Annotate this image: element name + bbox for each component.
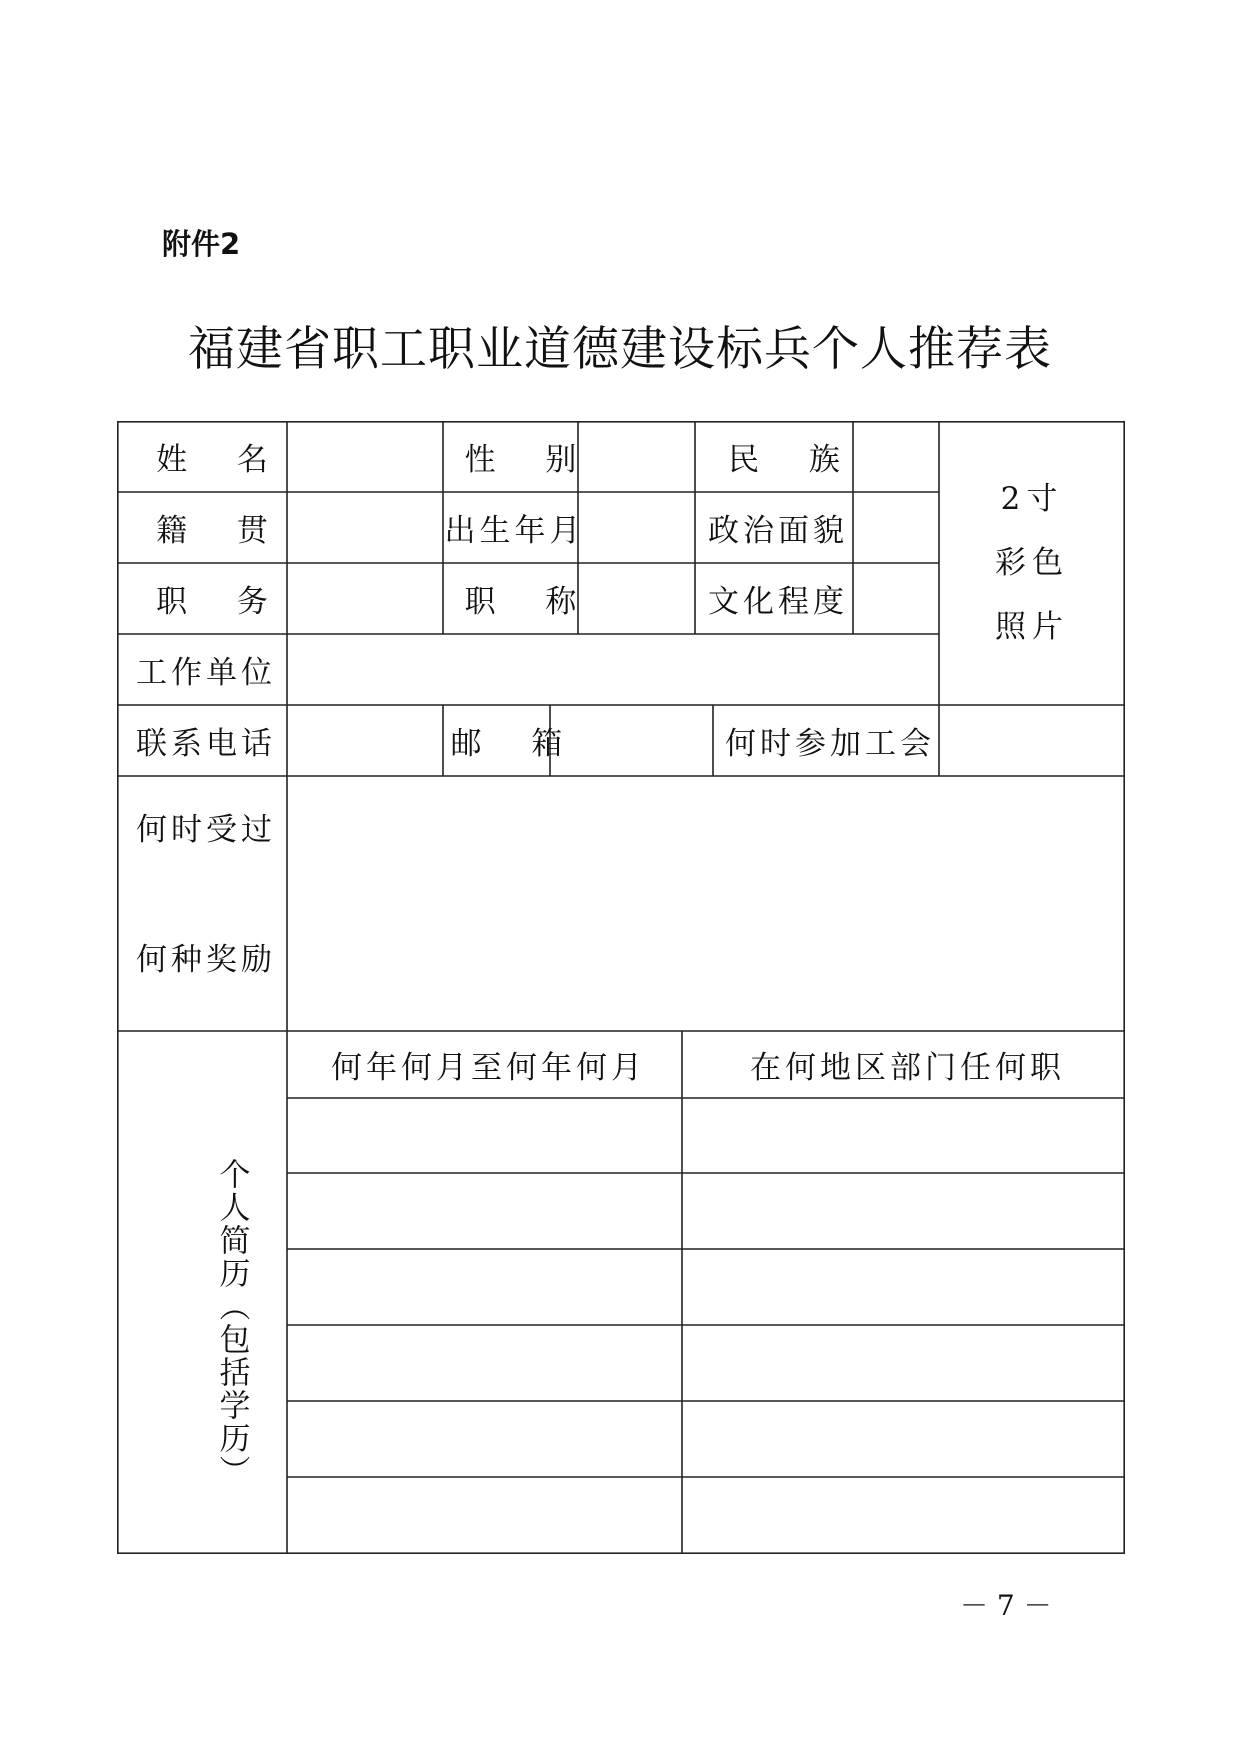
photo-placeholder xyxy=(939,421,1125,705)
resume-col-position: 在何地区部门任何职 xyxy=(750,1050,1065,1086)
resume-period-cell[interactable] xyxy=(287,1477,682,1554)
photo-label-text: 照片 xyxy=(995,609,1069,645)
education-level-field[interactable] xyxy=(853,563,939,634)
union-join-date-field[interactable] xyxy=(939,705,1125,776)
political-status-field[interactable] xyxy=(853,492,939,563)
awards-label-line2: 何种奖励 xyxy=(136,941,276,978)
resume-position-cell[interactable] xyxy=(682,1477,1125,1554)
photo-size-text: 2寸 xyxy=(1000,481,1064,517)
resume-side-label-cell xyxy=(117,1031,287,1554)
native-place-label: 籍 贯 xyxy=(156,513,288,549)
phone-label: 联系电话 xyxy=(136,726,276,762)
resume-position-cell[interactable] xyxy=(682,1098,1125,1173)
resume-side-label: 个人简历（包括学历） xyxy=(213,1157,250,1488)
attachment-label: 附件2 xyxy=(162,227,241,261)
name-field[interactable] xyxy=(287,421,443,492)
position-label: 职 务 xyxy=(156,584,288,620)
gender-label: 性 别 xyxy=(464,442,597,478)
recommendation-form-table xyxy=(117,421,1125,1554)
form-title: 福建省职工职业道德建设标兵个人推荐表 xyxy=(188,322,1052,377)
resume-col-period: 何年何月至何年何月 xyxy=(331,1050,646,1086)
ethnicity-field[interactable] xyxy=(853,421,939,492)
page-number: － 7 － xyxy=(960,1589,1052,1622)
resume-period-cell[interactable] xyxy=(287,1401,682,1477)
resume-position-cell[interactable] xyxy=(682,1173,1125,1249)
resume-period-cell[interactable] xyxy=(287,1173,682,1249)
resume-period-cell[interactable] xyxy=(287,1325,682,1401)
education-level-label: 文化程度 xyxy=(708,584,848,620)
workplace-label: 工作单位 xyxy=(136,655,276,691)
name-label: 姓 名 xyxy=(156,442,288,478)
union-join-date-label: 何时参加工会 xyxy=(725,726,935,762)
position-field[interactable] xyxy=(287,563,443,634)
professional-title-field[interactable] xyxy=(578,563,695,634)
resume-position-cell[interactable] xyxy=(682,1325,1125,1401)
birth-date-label: 出生年月 xyxy=(444,513,585,549)
photo-color-text: 彩色 xyxy=(995,545,1069,581)
birth-date-field[interactable] xyxy=(578,492,695,563)
native-place-field[interactable] xyxy=(287,492,443,563)
awards-label-line1: 何时受过 xyxy=(136,811,276,848)
phone-field[interactable] xyxy=(287,705,443,776)
resume-period-cell[interactable] xyxy=(287,1249,682,1325)
resume-position-cell[interactable] xyxy=(682,1401,1125,1477)
political-status-label: 政治面貌 xyxy=(708,513,848,549)
ethnicity-label: 民 族 xyxy=(728,442,860,478)
workplace-field[interactable] xyxy=(287,634,939,705)
email-label: 邮 箱 xyxy=(450,726,583,762)
professional-title-label: 职 称 xyxy=(464,584,597,620)
resume-position-cell[interactable] xyxy=(682,1249,1125,1325)
gender-field[interactable] xyxy=(578,421,695,492)
email-field[interactable] xyxy=(550,705,713,776)
resume-period-cell[interactable] xyxy=(287,1098,682,1173)
awards-field[interactable] xyxy=(287,776,1125,1031)
